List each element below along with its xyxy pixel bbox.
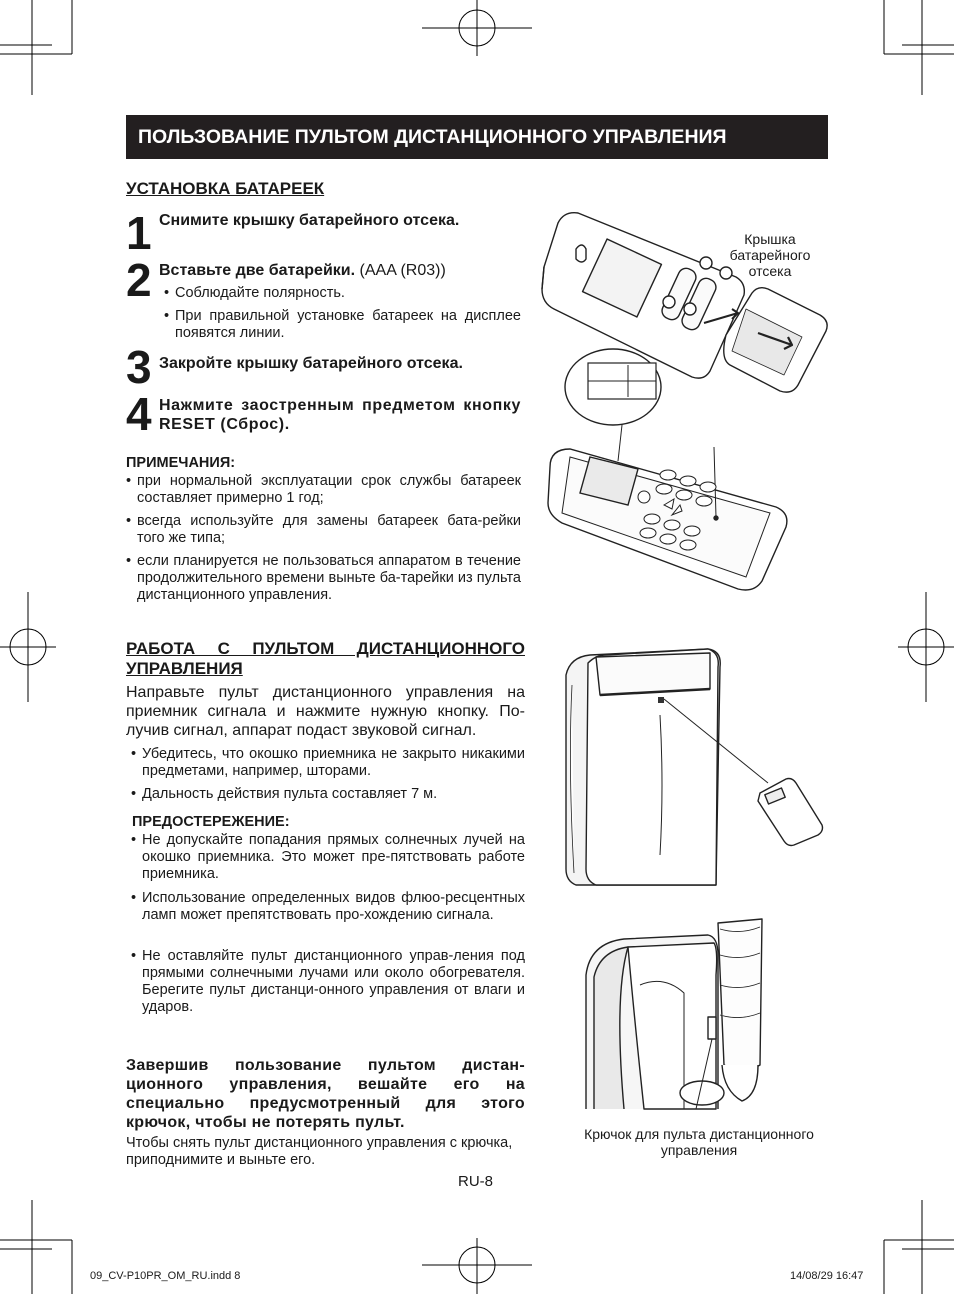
operation-bullet: • Дальность действия пульта составляет 7 м.: [131, 786, 438, 802]
battery-cover-label: Крышка батарейного отсека: [729, 231, 811, 279]
step-4-text: Нажмите заостренным предметом кнопку RESET (Сброс).: [159, 397, 521, 433]
caution-item: • Не допускайте попадания прямых солнечных лучей на окошко приемника. Это может пре-пятствовать работе приемника.: [131, 832, 525, 882]
step-2-bullet-text: Соблюдайте полярность.: [175, 285, 345, 301]
caution-heading: ПРЕДОСТЕРЕЖЕНИЕ:: [132, 814, 290, 830]
note-text: всегда используйте для замены батареек бата-рейки того же типа;: [137, 513, 521, 546]
step-4-number: 4: [126, 388, 151, 440]
step-3-text: Закройте крышку батарейного отсека.: [159, 355, 463, 372]
step-2-battery-type: (AAA (R03)): [359, 262, 446, 279]
step-2-bullet-text: При правильной установке батареек на дисплее появятся линии.: [175, 308, 521, 341]
footer-filename: 09_CV-P10PR_OM_RU.indd 8: [90, 1270, 241, 1282]
step-2-label: Вставьте две батарейки.: [159, 262, 356, 279]
note-item: • при нормальной эксплуатации срок службы батареек составляет примерно 1 год;: [126, 473, 521, 506]
operation-bullet-text: Дальность действия пульта составляет 7 м.: [142, 786, 438, 802]
note-text: при нормальной эксплуатации срок службы батареек составляет примерно 1 год;: [137, 473, 521, 506]
operation-intro: Направьте пульт дистанционного управления на приемник сигнала и нажмите нужную кнопку. По-лучив сигнал, аппарат подаст звуковой сигнал.: [126, 684, 525, 739]
step-2-text: [159, 261, 521, 280]
page-number: RU-8: [458, 1173, 494, 1190]
footer-timestamp: 14/08/29 16:47: [790, 1270, 864, 1282]
step-2-bullet: • Соблюдайте полярность.: [164, 285, 345, 301]
air-conditioner-remote-illustration: [560, 645, 830, 890]
caution-text: Использование определенных видов флюо-ресцентных ламп может препятствовать про-хождению сигнала.: [142, 890, 525, 923]
battery-section-heading: УСТАНОВКА БАТАРЕЕК: [126, 179, 325, 198]
step-2-bullet: • При правильной установке батареек на дисплее появятся линии.: [164, 308, 521, 341]
note-item: • если планируется не пользоваться аппаратом в течение продолжительного времени выньте ба-тарейки из пульта дистанционного управления.: [126, 553, 521, 603]
caution-text: Не оставляйте пульт дистанционного управ-ления под прямыми солнечными лучами или около обогревателя. Берегите пульт дистанци-онного управления от влаги и ударов.: [142, 948, 525, 1015]
hook-removal-text: Чтобы снять пульт дистанционного управления с крючка, приподнимите и выньте его.: [126, 1135, 513, 1168]
note-text: если планируется не пользоваться аппаратом в течение продолжительного времени выньте ба-тарейки из пульта дистанционного управления.: [137, 553, 521, 603]
step-1-text: Снимите крышку батарейного отсека.: [159, 212, 460, 229]
operation-bullet: • Убедитесь, что окошко приемника не закрыто никакими предметами, например, шторами.: [131, 746, 525, 779]
note-item: • всегда используйте для замены батареек бата-рейки того же типа;: [126, 513, 521, 546]
notes-heading: ПРИМЕЧАНИЯ:: [126, 455, 236, 471]
operation-bullet-text: Убедитесь, что окошко приемника не закрыто никакими предметами, например, шторами.: [142, 746, 525, 779]
hook-instruction: Завершив пользование пультом дистан-ционного управления, вешайте его на специально предусмотренный для этого крючок, чтобы не потерять пульт.: [126, 1057, 525, 1131]
operation-section-heading: РАБОТА С ПУЛЬТОМ ДИСТАНЦИОННОГО УПРАВЛЕНИЯ: [126, 639, 525, 678]
step-2-number: 2: [126, 254, 151, 306]
hook-label: Крючок для пульта дистанционного управления: [584, 1126, 814, 1158]
caution-text: Не допускайте попадания прямых солнечных лучей на окошко приемника. Это может пре-пятствовать работе приемника.: [142, 832, 525, 882]
caution-item: • Не оставляйте пульт дистанционного управ-ления под прямыми солнечными лучами или около обогревателя. Берегите пульт дистанци-онного управления от влаги и ударов.: [131, 948, 525, 1015]
remote-hook-illustration: [584, 915, 784, 1115]
page-title: ПОЛЬЗОВАНИЕ ПУЛЬТОМ ДИСТАНЦИОННОГО УПРАВЛЕНИЯ: [126, 115, 828, 159]
caution-item: • Использование определенных видов флюо-ресцентных ламп может препятствовать про-хождению сигнала.: [131, 890, 525, 923]
step-3-number: 3: [126, 341, 151, 393]
step-1-number: 1: [126, 207, 151, 259]
